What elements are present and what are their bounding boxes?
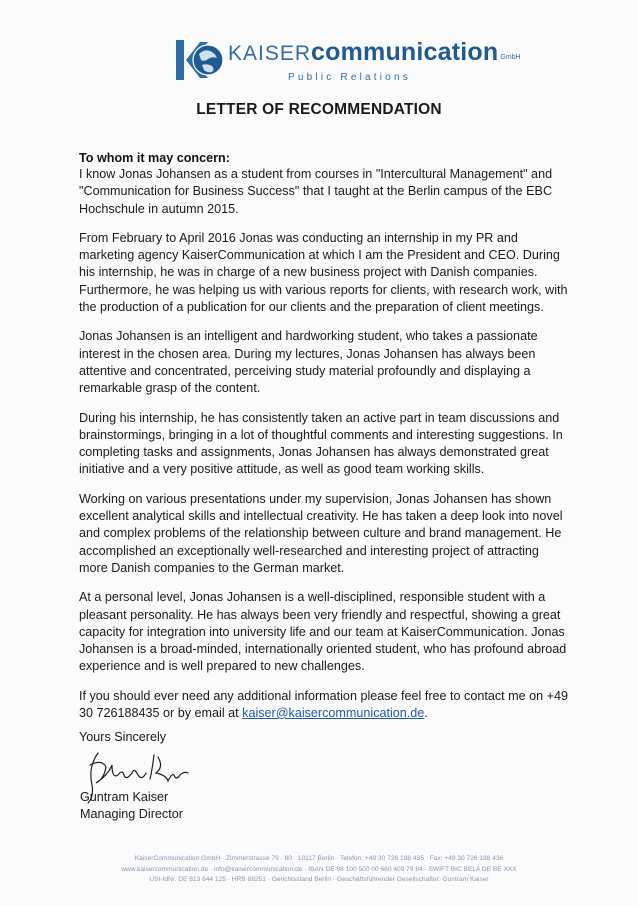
letter-title: LETTER OF RECOMMENDATION [196, 101, 442, 118]
email-link[interactable]: kaiser@kaisercommunication.de [242, 706, 425, 721]
letterhead [0, 26, 638, 86]
brand-subtitle: Public Relations [288, 72, 411, 83]
paragraph: During his internship, he has consistently taken an active part in team discussions and brainstormings, bringing in a lot of thoughtful comments and interesting suggestions. In completing tasks and assignments, Jonas Johansen has always demonstrated great initiative and a very positive attitude, as well as good team working skills. [79, 410, 563, 477]
brand-prefix: KAISER [228, 42, 312, 65]
paragraph: Working on various presentations under my supervision, Jonas Johansen has shown excellent analytical skills and intellectual creativity. He has taken a deep look into novel and complex problems of the relationship between culture and brand management. He accomplished an exceptionally well-researched and interesting project of attracting more Danish companies to the German market. [79, 491, 563, 575]
footer-line: KaiserCommunication GmbH · Zimmerstrasse 79 · 80 · 10117 Berlin · Telefon: +49 30 726 188 435 · Fax: +49 30 726 188 436 [134, 855, 504, 862]
brand-main: communication [311, 38, 499, 66]
letter-body [79, 166, 569, 734]
contact-paragraph [79, 688, 569, 723]
footer-line: USt-IdNr. DE 813 644 125 · HRB 88251 · Gerichtsstand Berlin · Geschäftsführender Gesellschafter: Guntram Kaiser [149, 876, 489, 883]
paragraph: From February to April 2016 Jonas was conducting an internship in my PR and marketing agency KaiserCommunication at which I am the President and CEO. During his internship, he was in charge of a new business project with Danish companies. Furthermore, he was helping us with various reports for clients, with research work, with the production of a publication for our clients and the preparation of client meetings. [79, 230, 568, 315]
salutation: To whom it may concern: [79, 151, 230, 165]
signer-role: Managing Director [80, 807, 183, 821]
kaiser-globe-logo-icon [174, 34, 226, 86]
paragraph: At a personal level, Jonas Johansen is a well-disciplined, responsible student with a pleasant personality. He has always been very friendly and respectful, showing a great capacity for integration into university life and our team at KaiserCommunication. Jonas Johansen is a broad-minded, internationally oriented student, who has profound abroad experience and is well prepared to new challenges. [79, 590, 567, 674]
contact-text-end: . [424, 706, 428, 721]
paragraph: Jonas Johansen is an intelligent and hardworking student, who takes a passionate interest in the chosen area. During my lectures, Jonas Johansen has always been attentive and concentrated, perceiving study material profoundly and displaying a remarkable grasp of the content. [79, 329, 538, 396]
contact-text: If you should ever need any additional information please feel free to contact me on +49 30 726188435 or by email at [79, 688, 569, 721]
brand-suffix: GmbH [500, 54, 521, 61]
brand-name [228, 38, 521, 67]
paragraph: I know Jonas Johansen as a student from courses in "Intercultural Management" and "Communication for Business Success" that I taught at the Berlin campus of the EBC Hochschule in autumn 2015. [79, 167, 553, 216]
footer [0, 854, 638, 886]
closing: Yours Sincerely [79, 730, 167, 744]
footer-line: www.kaisercommunication.de · info@kaisercommunication.de · IBAN DE 98 100 500 00 660 409 79 84 · SWIFT BIC BELA DE BE XXX [121, 865, 517, 873]
signer-name: Guntram Kaiser [80, 790, 169, 804]
